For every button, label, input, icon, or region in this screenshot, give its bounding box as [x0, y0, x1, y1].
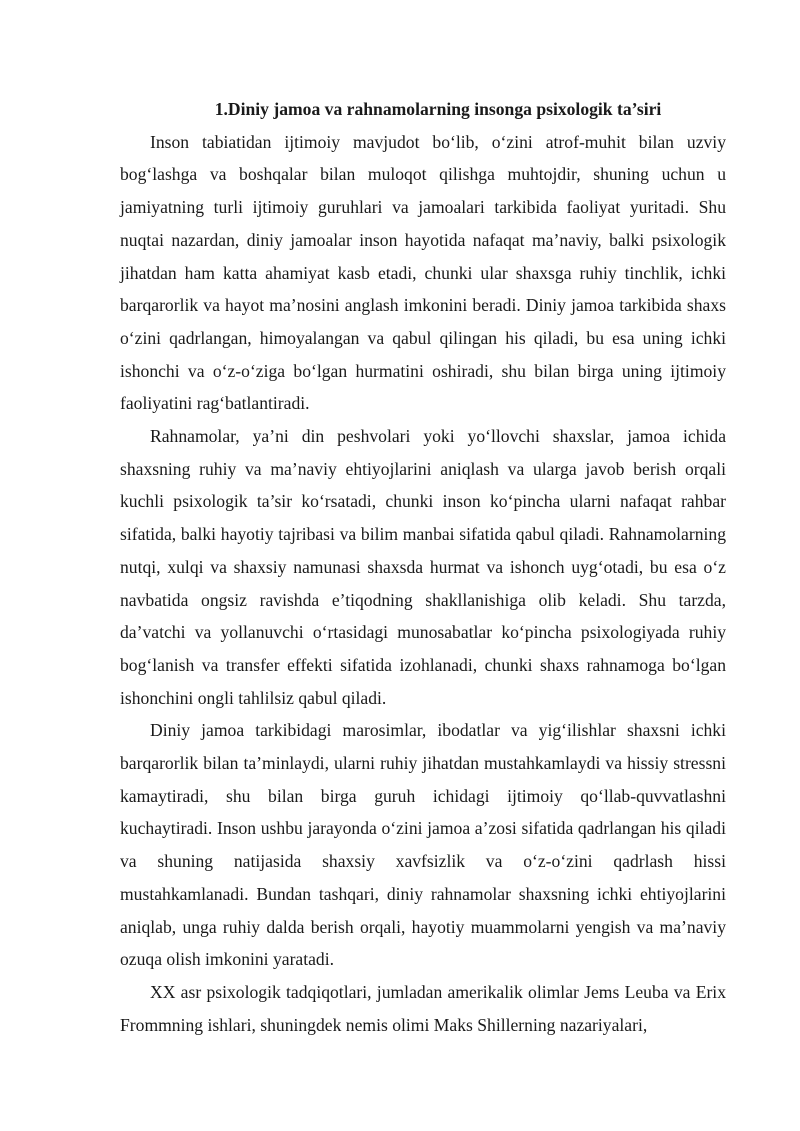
paragraph: Rahnamolar, ya’ni din peshvolari yoki yo‘llovchi shaxslar, jamoa ichida shaxsning ruhiy va ma’naviy ehtiyojlarini aniqlash va ularga javob berish orqali kuchli psixologik ta’sir ko‘rsatadi, chunki inson ko‘pincha ularni nafaqat rahbar sifatida, balki hayotiy tajribasi va bilim manbai sifatida qabul qiladi. Rahnamolarning nutqi, xulqi va shaxsiy namunasi shaxsda hurmat va ishonch uyg‘otadi, bu esa o‘z navbatida ongsiz ravishda e’tiqodning shakllanishiga olib keladi. Shu tarzda, da’vatchi va yollanuvchi o‘rtasidagi munosabatlar ko‘pincha psixologiyada ruhiy bog‘lanish va transfer effekti sifatida izohlanadi, chunki shaxs rahnamoga bo‘lgan ishonchini ongli tahlilsiz qabul qiladi.	[120, 426, 726, 708]
paragraph: Inson tabiatidan ijtimoiy mavjudot bo‘lib, o‘zini atrof-muhit bilan uzviy bog‘lashga va boshqalar bilan muloqot qilishga muhtojdir, shuning uchun u jamiyatning turli ijtimoiy guruhlari va jamoalari tarkibida faoliyat yuritadi. Shu nuqtai nazardan, diniy jamoalar inson hayotida nafaqat ma’naviy, balki psixologik jihatdan ham katta ahamiyat kasb etadi, chunki ular shaxsga ruhiy tinchlik, ichki barqarorlik va hayot ma’nosini anglash imkonini beradi. Diniy jamoa tarkibida shaxs o‘zini qadrlangan, himoyalangan va qabul qilingan his qiladi, bu esa uning ichki ishonchi va o‘z-o‘ziga bo‘lgan hurmatini oshiradi, shu bilan birga uning ijtimoiy faoliyatini rag‘batlantiradi.	[120, 131, 726, 414]
section-title: 1.Diniy jamoa va rahnamolarning insonga psixologik ta’siri	[214, 99, 662, 119]
paragraph: XX asr psixologik tadqiqotlari, jumladan amerikalik olimlar Jems Leuba va Erix Frommning ishlari, shuningdek nemis olimi Maks Shillerning nazariyalari,	[120, 981, 726, 1035]
paragraph: Diniy jamoa tarkibidagi marosimlar, ibodatlar va yig‘ilishlar shaxsni ichki barqarorlik bilan ta’minlaydi, ularni ruhiy jihatdan mustahkamlaydi va hissiy stressni kamaytiradi, shu bilan birga guruh ichidagi ijtimoiy qo‘llab-quvvatlashni kuchaytiradi. Inson ushbu jarayonda o‘zini jamoa a’zosi sifatida qadrlangan his qiladi va shuning natijasida shaxsiy xavfsizlik va o‘z-o‘zini qadrlash hissi mustahkamlanadi. Bundan tashqari, diniy rahnamolar shaxsning ichki ehtiyojlarini aniqlab, unga ruhiy dalda berish orqali, hayotiy muammolarni yengish va ma’naviy ozuqa olish imkonini yaratadi.	[120, 720, 726, 970]
document-body	[120, 93, 726, 1041]
